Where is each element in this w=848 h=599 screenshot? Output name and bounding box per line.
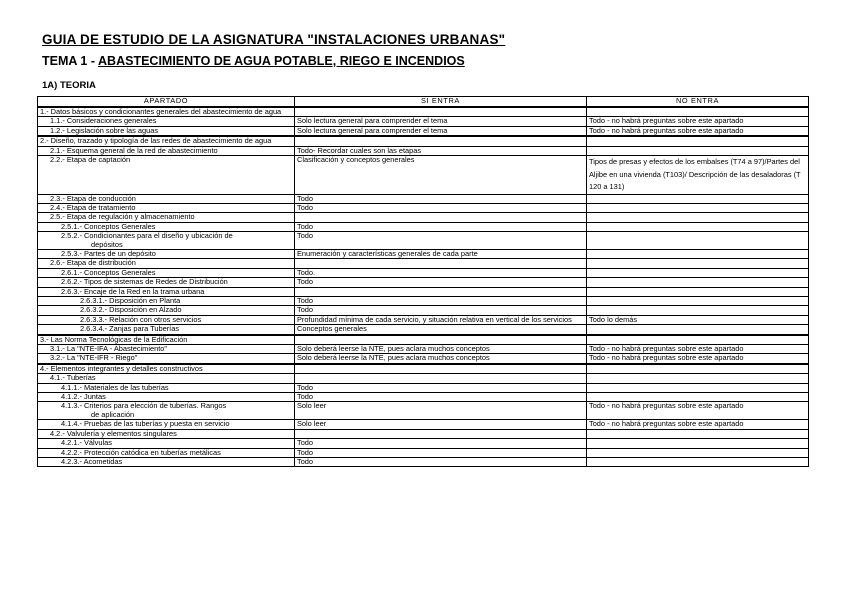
apartado-cell: 1.2.- Legislación sobre las aguas [38,126,295,136]
table-row [38,457,809,466]
si-entra-cell: Todo [295,194,587,203]
table-row [38,325,809,335]
apartado-cell: 4.1.2.- Juntas [38,393,295,402]
si-entra-cell: Todo [295,457,587,466]
apartado-cell: 2.6.3.3.- Relación con otros servicios [38,315,295,324]
table-row [38,136,809,146]
apartado-cell: 4.2.2.- Protección catódica en tuberías metálicas [38,448,295,457]
si-entra-cell: Todo [295,448,587,457]
apartado-cell: 3.- Las Norma Tecnológicas de la Edificación [38,335,295,345]
no-entra-cell [587,335,809,345]
apartado-cell: 2.6.3.4.- Zanjas para Tuberías [38,325,295,335]
apartado-cell: 2.2.- Etapa de captación [38,156,295,195]
column-header-no-entra: NO ENTRA [587,97,809,108]
apartado-cell: 2.6.3.- Encaje de la Red en la trama urbana [38,287,295,296]
no-entra-cell [587,374,809,383]
apartado-cell: 2.4.- Etapa de tratamiento [38,203,295,212]
apartado-cell: 4.2.- Valvulería y elementos singulares [38,429,295,438]
no-entra-cell [587,393,809,402]
no-entra-cell [587,364,809,374]
table-row [38,156,809,195]
apartado-cell: 4.1.- Tuberías [38,374,295,383]
si-entra-cell [295,364,587,374]
document-subtitle [42,54,465,68]
table-row [38,393,809,402]
si-entra-cell [295,107,587,117]
no-entra-cell [587,268,809,277]
table-row [38,345,809,354]
si-entra-cell: Solo leer [295,402,587,420]
apartado-cell: 2.3.- Etapa de conducción [38,194,295,203]
apartado-cell: 3.2.- La "NTE-IFR - Riego" [38,354,295,364]
si-entra-cell: Todo- Recordar cuales son las etapas [295,146,587,155]
table-row [38,439,809,448]
si-entra-cell: Solo deberá leerse la NTE, pues aclara muchos conceptos [295,345,587,354]
column-header-apartado: APARTADO [38,97,295,108]
column-header-si-entra: SI ENTRA [295,97,587,108]
si-entra-cell [295,213,587,222]
si-entra-cell: Todo [295,278,587,287]
apartado-cell: 1.- Datos básicos y condicionantes generales del abastecimiento de agua [38,107,295,117]
apartado-cell: 2.6.- Etapa de distribución [38,259,295,268]
apartado-cell: 4.2.1.- Válvulas [38,439,295,448]
no-entra-cell [587,325,809,335]
apartado-cell: 4.1.4.- Pruebas de las tuberías y puesta en servicio [38,420,295,429]
table-row [38,232,809,250]
no-entra-cell [587,259,809,268]
no-entra-cell [587,194,809,203]
table-row [38,420,809,429]
si-entra-cell: Todo [295,232,587,250]
si-entra-cell: Todo [295,383,587,392]
no-entra-cell: Todo lo demás [587,315,809,324]
si-entra-cell: Todo. [295,268,587,277]
si-entra-cell [295,429,587,438]
si-entra-cell: Solo deberá leerse la NTE, pues aclara muchos conceptos [295,354,587,364]
apartado-cell [38,232,295,250]
table-row [38,354,809,364]
no-entra-cell: Todo - no habrá preguntas sobre este apartado [587,420,809,429]
no-entra-cell: Todo - no habrá preguntas sobre este apartado [587,345,809,354]
table-row [38,297,809,306]
si-entra-cell [295,374,587,383]
document-title: GUIA DE ESTUDIO DE LA ASIGNATURA "INSTALACIONES URBANAS" [42,32,506,47]
table-row [38,203,809,212]
table-row [38,268,809,277]
si-entra-cell: Solo lectura general para comprender el tema [295,117,587,126]
apartado-cell: 2.1.- Esquema general de la red de abastecimiento [38,146,295,155]
table-row [38,194,809,203]
no-entra-cell [587,457,809,466]
table-row [38,146,809,155]
si-entra-cell: Conceptos generales [295,325,587,335]
no-entra-cell [587,278,809,287]
table-row [38,383,809,392]
table-row [38,107,809,117]
apartado-cell: 2.- Diseño, trazado y tipología de las redes de abastecimiento de agua [38,136,295,146]
si-entra-cell [295,335,587,345]
table-row [38,315,809,324]
section-heading: 1A) TEORIA [42,80,96,91]
no-entra-cell: Todo - no habrá preguntas sobre este apartado [587,402,809,420]
no-entra-cell [587,306,809,315]
si-entra-cell [295,259,587,268]
apartado-cell: 2.6.3.2.- Disposición en Alzado [38,306,295,315]
subtitle-topic: ABASTECIMIENTO DE AGUA POTABLE, RIEGO E INCENDIOS [98,54,465,68]
apartado-cell: 2.5.- Etapa de regulación y almacenamiento [38,213,295,222]
table-row [38,117,809,126]
si-entra-cell [295,287,587,296]
table-row [38,287,809,296]
table-row [38,222,809,231]
si-entra-cell [295,136,587,146]
table-row [38,448,809,457]
no-entra-cell [587,213,809,222]
no-entra-cell: Todo - no habrá preguntas sobre este apartado [587,117,809,126]
table-row [38,335,809,345]
no-entra-cell [587,297,809,306]
apartado-cell: 4.2.3.- Acometidas [38,457,295,466]
si-entra-cell: Enumeración y características generales de cada parte [295,249,587,258]
apartado-cell: 4.- Elementos integrantes y detalles constructivos [38,364,295,374]
table-row [38,126,809,136]
no-entra-cell [587,429,809,438]
no-entra-cell [587,232,809,250]
table-row [38,402,809,420]
si-entra-cell: Todo [295,306,587,315]
no-entra-cell [587,383,809,392]
apartado-line-continued: de aplicación [91,409,135,419]
apartado-cell [38,402,295,420]
si-entra-cell: Todo [295,439,587,448]
subtitle-prefix: TEMA 1 - [42,54,99,68]
no-entra-cell [587,249,809,258]
si-entra-cell: Todo [295,222,587,231]
table-row [38,364,809,374]
no-entra-cell [587,287,809,296]
si-entra-cell: Todo [295,203,587,212]
si-entra-cell: Todo [295,393,587,402]
table-row [38,374,809,383]
apartado-line-continued: depósitos [91,239,123,249]
apartado-cell: 2.6.1.- Conceptos Generales [38,268,295,277]
table-header-row [38,97,809,108]
study-guide-table [37,96,809,467]
si-entra-cell: Solo lectura general para comprender el tema [295,126,587,136]
apartado-cell: 2.6.3.1.- Disposición en Planta [38,297,295,306]
no-entra-cell [587,107,809,117]
no-entra-cell [587,448,809,457]
table-row [38,306,809,315]
apartado-line: 4.1.3.- Criterios para elección de tuberías. Rangos [61,401,227,411]
si-entra-cell: Todo [295,297,587,306]
si-entra-cell: Profundidad mínima de cada servicio, y situación relativa en vertical de los servicios [295,315,587,324]
apartado-line: 2.5.2.- Condicionantes para el diseño y ubicación de [61,231,233,241]
no-entra-cell: Todo - no habrá preguntas sobre este apartado [587,126,809,136]
table-row [38,213,809,222]
apartado-cell: 2.5.1.- Conceptos Generales [38,222,295,231]
table-row [38,429,809,438]
no-entra-cell: Tipos de presas y efectos de los embalses (T74 a 97)/Partes del Aljibe en una vivienda (T103)/ Descripción de las desaladoras (T 120 a 131) [587,156,809,195]
si-entra-cell: Solo leer [295,420,587,429]
si-entra-cell: Clasificación y conceptos generales [295,156,587,195]
apartado-cell: 3.1.- La "NTE-IFA - Abastecimiento" [38,345,295,354]
table-row [38,249,809,258]
no-entra-cell [587,222,809,231]
apartado-cell: 2.6.2.- Tipos de sistemas de Redes de Distribución [38,278,295,287]
apartado-cell: 2.5.3.- Partes de un depósito [38,249,295,258]
table-row [38,259,809,268]
no-entra-cell: Todo - no habrá preguntas sobre este apartado [587,354,809,364]
no-entra-cell [587,136,809,146]
apartado-cell: 1.1.- Consideraciones generales [38,117,295,126]
no-entra-cell [587,203,809,212]
no-entra-cell [587,146,809,155]
table-row [38,278,809,287]
apartado-cell: 4.1.1.- Materiales de las tuberías [38,383,295,392]
no-entra-cell [587,439,809,448]
